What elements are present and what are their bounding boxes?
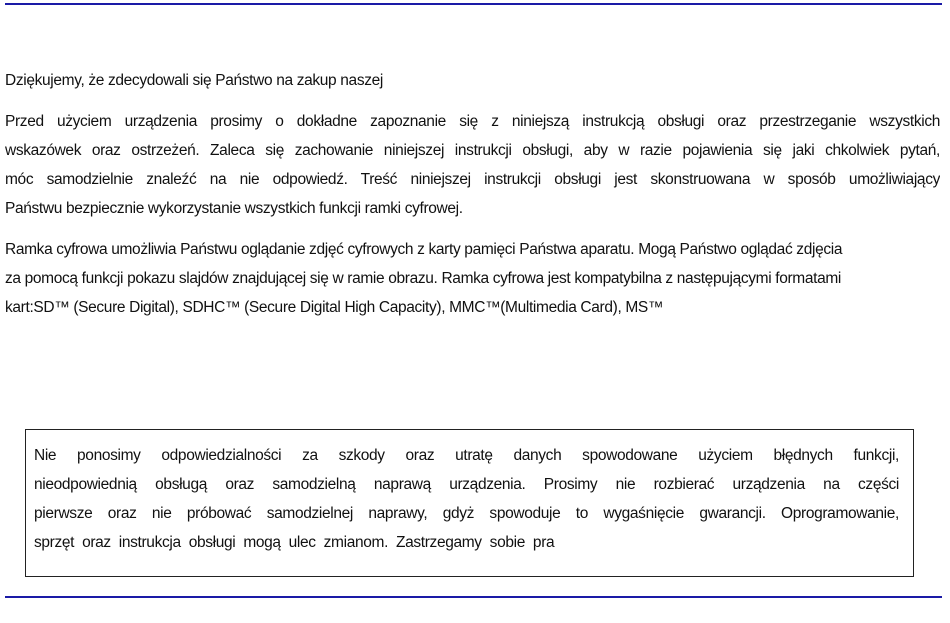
document-body — [5, 66, 940, 322]
header-rule — [5, 3, 942, 5]
disclaimer-box — [25, 429, 914, 577]
disclaimer-line: Nie ponosimy odpowiedzialności za szkody oraz utratę danych spowodowane użyciem błędnych funkcji, — [34, 447, 899, 464]
compatibility-paragraph — [5, 235, 940, 322]
paragraph-line: Ramka cyfrowa umożliwia Państwu oglądanie zdjęć cyfrowych z karty pamięci Państwa aparatu. Mogą Państwo oglądać zdjęcia — [5, 241, 843, 258]
paragraph-gap — [5, 223, 940, 235]
paragraph-line: móc samodzielnie znaleźć na nie odpowiedź. Treść niniejszej instrukcji obsługi jest skonstruowana w sposób umożliwiający — [5, 171, 940, 188]
paragraph-line: za pomocą funkcji pokazu slajdów znajdującej się w ramie obrazu. Ramka cyfrowa jest kompatybilna z następującymi formatami — [5, 270, 842, 287]
paragraph-gap — [5, 95, 940, 107]
paragraph-line: wskazówek oraz ostrzeżeń. Zaleca się zachowanie niniejszej instrukcji obsługi, aby w razie pojawienia się jaki chkolwiek pytań, — [5, 142, 940, 159]
paragraph-line: Państwu bezpiecznie wykorzystanie wszystkich funkcji ramki cyfrowej. — [5, 200, 463, 217]
disclaimer-text — [34, 441, 899, 557]
paragraph-line: Przed użyciem urządzenia prosimy o dokładne zapoznanie się z niniejszą instrukcją obsługi oraz przestrzeganie wszystkich — [5, 113, 940, 130]
footer-rule — [5, 596, 942, 598]
disclaimer-line: sprzęt oraz instrukcja obsługi mogą ulec zmianom. Zastrzegamy sobie pra — [34, 534, 555, 551]
paragraph-line: kart:SD™ (Secure Digital), SDHC™ (Secure Digital High Capacity), MMC™(Multimedia Card), MS™ — [5, 299, 664, 316]
intro-paragraph — [5, 107, 940, 223]
disclaimer-line: pierwsze oraz nie próbować samodzielnej naprawy, gdyż spowoduje to wygaśnięcie gwarancji. Oprogramowanie, — [34, 505, 899, 522]
disclaimer-line: nieodpowiednią obsługą oraz samodzielną naprawą urządzenia. Prosimy nie rozbierać urządzenia na części — [34, 476, 899, 493]
intro-line: Dziękujemy, że zdecydowali się Państwo na zakup naszej — [5, 72, 383, 89]
